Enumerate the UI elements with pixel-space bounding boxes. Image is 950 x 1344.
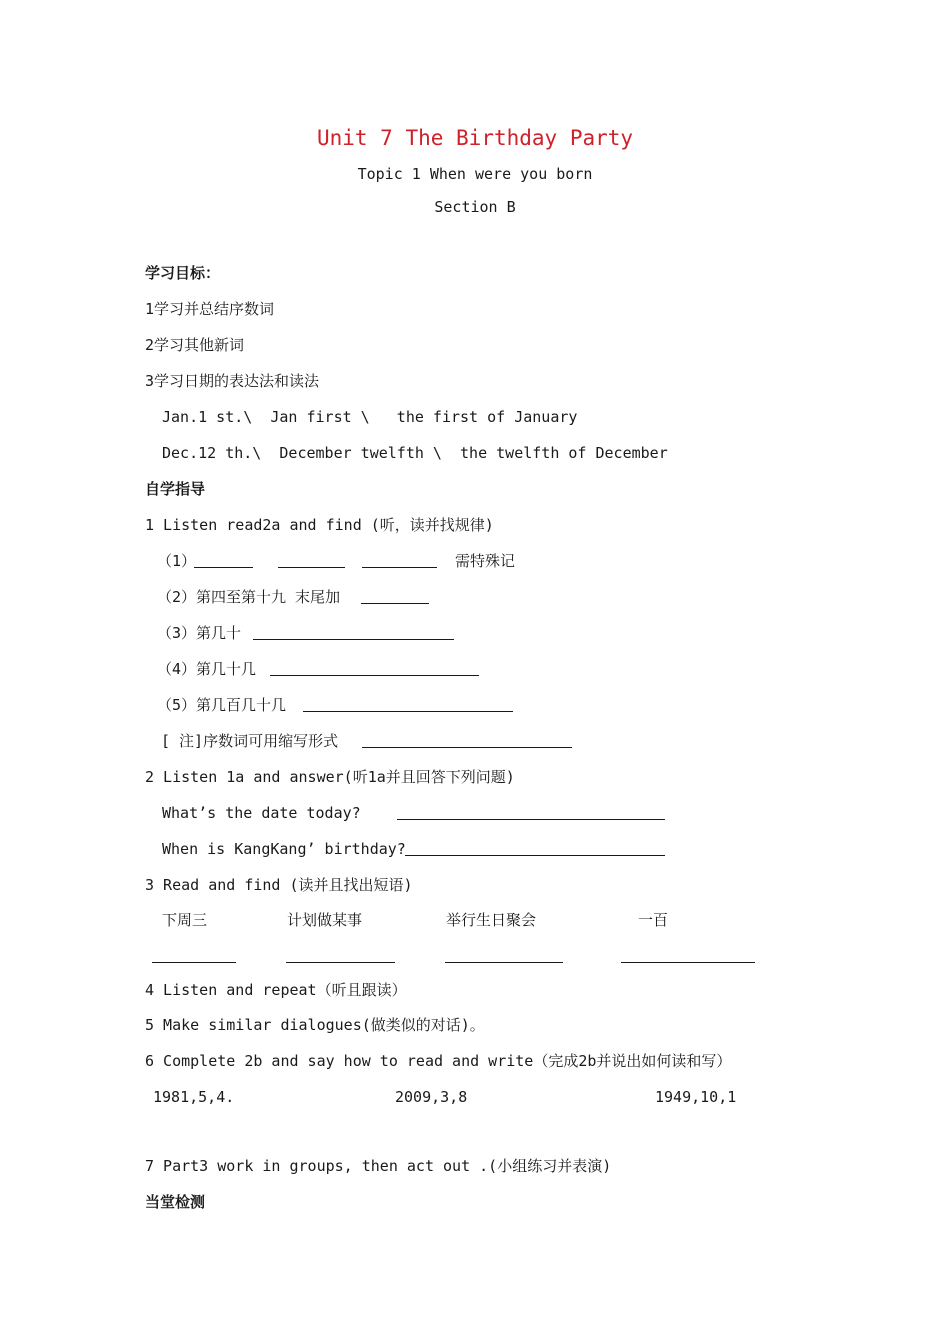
task6-date: 1949,10,1 <box>655 1088 737 1106</box>
objective-item: 3学习日期的表达法和读法 <box>145 372 320 390</box>
answer-blank[interactable] <box>270 674 479 676</box>
task3-title: 3 Read and find (读并且找出短语) <box>145 876 413 894</box>
answer-blank[interactable] <box>278 566 345 568</box>
answer-blank[interactable] <box>362 566 437 568</box>
task1-row3-label: （3）第几十 <box>157 624 242 642</box>
answer-blank[interactable] <box>253 638 454 640</box>
phrase-prompt: 下周三 <box>162 911 208 929</box>
task1-row1-note: 需特殊记 <box>455 552 516 570</box>
task1-title: 1 Listen read2a and find (听，读并找规律) <box>145 516 494 534</box>
answer-blank[interactable] <box>362 746 572 748</box>
task2-title: 2 Listen 1a and answer(听1a并且回答下列问题) <box>145 768 515 786</box>
task7: 7 Part3 work in groups, then act out .(小组练习并表演) <box>145 1157 612 1175</box>
task6-date: 1981,5,4. <box>153 1088 235 1106</box>
answer-blank[interactable] <box>152 961 236 963</box>
objective-item: 1学习并总结序数词 <box>145 300 275 318</box>
guide-heading: 自学指导 <box>145 480 206 498</box>
answer-blank[interactable] <box>405 854 665 856</box>
date-example: Dec.12 th.\ December twelfth \ the twelfth of December <box>162 444 668 462</box>
answer-blank[interactable] <box>361 602 429 604</box>
answer-blank[interactable] <box>397 818 665 820</box>
topic-title: Topic 1 When were you born <box>357 165 593 183</box>
answer-blank[interactable] <box>194 566 253 568</box>
answer-blank[interactable] <box>621 961 755 963</box>
phrase-prompt: 举行生日聚会 <box>446 911 537 929</box>
task1-note-label: [ 注]序数词可用缩写形式 <box>161 732 339 750</box>
task4: 4 Listen and repeat（听且跟读） <box>145 981 407 999</box>
task2-question: What’s the date today? <box>162 804 361 822</box>
task1-row1-label: （1） <box>157 552 197 570</box>
answer-blank[interactable] <box>303 710 513 712</box>
answer-blank[interactable] <box>286 961 395 963</box>
date-example: Jan.1 st.\ Jan first \ the first of January <box>162 408 578 426</box>
task2-question: When is KangKang’ birthday? <box>162 840 406 858</box>
task6-date: 2009,3,8 <box>395 1088 468 1106</box>
check-heading: 当堂检测 <box>145 1193 206 1211</box>
phrase-prompt: 一百 <box>638 911 669 929</box>
objective-item: 2学习其他新词 <box>145 336 245 354</box>
task1-row5-label: （5）第几百几十几 <box>157 696 287 714</box>
task1-row2-label: （2）第四至第十九 末尾加 <box>157 588 341 606</box>
task5: 5 Make similar dialogues(做类似的对话)。 <box>145 1016 485 1034</box>
task6-title: 6 Complete 2b and say how to read and write（完成2b并说出如何读和写） <box>145 1052 732 1070</box>
task1-row4-label: （4）第几十几 <box>157 660 257 678</box>
phrase-prompt: 计划做某事 <box>287 911 363 929</box>
section-title: Section B <box>434 198 516 216</box>
unit-title: Unit 7 The Birthday Party <box>316 126 634 150</box>
answer-blank[interactable] <box>445 961 563 963</box>
objectives-heading: 学习目标： <box>145 264 221 282</box>
